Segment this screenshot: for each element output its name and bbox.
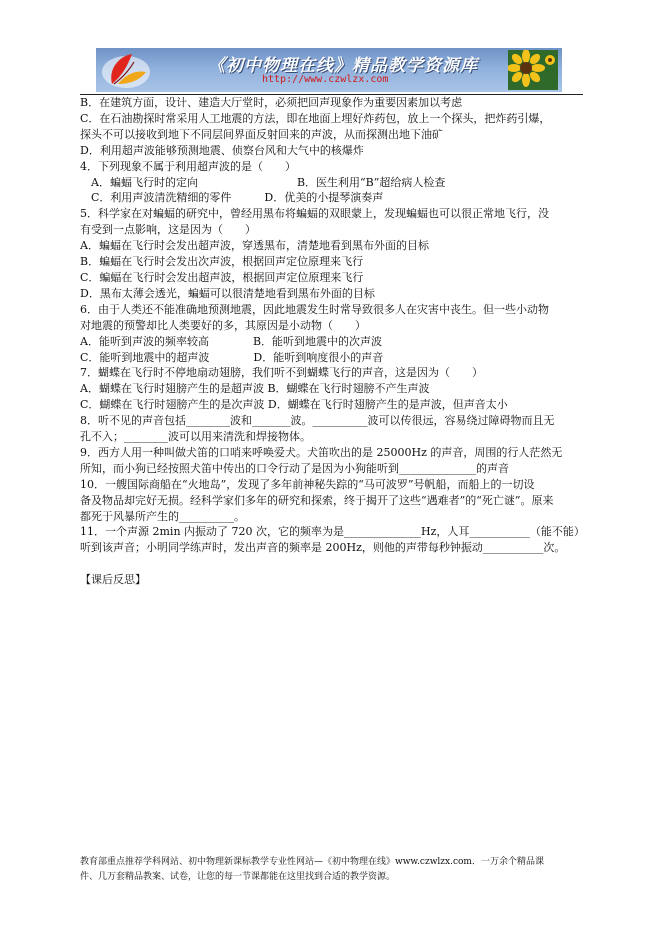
question-11: 11．一个声源 2min 内振动了 720 次，它的频率为是______________Hz，人耳___________（能不能） [80, 525, 585, 539]
worksheet-content [80, 95, 588, 588]
text-line: 探头不可以接收到地下不同层间界面反射回来的声波，从而探测出地下油矿 [80, 127, 443, 141]
text-line: 都死于风暴所产生的__________。 [80, 509, 245, 523]
question-4: 4．下列现象不属于利用超声波的是（ ） [80, 159, 296, 173]
text-line: 所知，而小狗已经按照犬笛中传出的口令行动了是因为小狗能听到______________的声音 [80, 461, 509, 475]
leaf-logo-icon [98, 50, 154, 90]
text-line: 备及物品却完好无损。经科学家们多年的研究和探索，终于揭开了这些“遇难者”的“死亡谜”。原来 [80, 493, 554, 507]
question-5: 5．科学家在对蝙蝠的研究中，曾经用黑布将蝙蝠的双眼蒙上，发现蝙蝠也可以很正常地飞行，没 [80, 207, 549, 221]
footer [80, 855, 590, 885]
footer-line: 教育部重点推荐学科网站、初中物理新课标教学专业性网站—《初中物理在线》www.czwlzx.com．一万余个精品课 [80, 857, 544, 867]
option-line: C．能听到地震中的超声波 D．能听到响度很小的声音 [80, 350, 384, 364]
text-line: D．利用超声波能够预测地震、侦察台风和大气中的核爆炸 [80, 143, 364, 157]
footer-line: 件、几万套精品教案、试卷，让您的每一节课都能在这里找到合适的教学资源。 [80, 872, 396, 882]
text-line: C．在石油勘探时常采用人工地震的方法，即在地面上埋好炸药包，放上一个探头，把炸药引爆， [80, 111, 551, 125]
spacer [80, 556, 588, 572]
text-line: B．在建筑方面，设计、建造大厅堂时，必须把回声现象作为重要因素加以考虑 [80, 96, 463, 109]
header-banner [96, 48, 562, 92]
text-line: 有受到一点影响，这是因为（ ） [80, 223, 256, 237]
option-line: A．蝴蝶在飞行时翅膀产生的是超声波 B．蝴蝶在飞行时翅膀不产生声波 [80, 382, 430, 396]
text-line: 听到该声音；小明同学练声时，发出声音的频率是 200Hz，则他的声带每秒钟振动___________次。 [80, 541, 566, 555]
option-line: C．蝴蝶在飞行时翅膀产生的是次声波 D．蝴蝶在飞行时翅膀产生的是声波，但声音太小 [80, 398, 508, 412]
reflection-heading: 【课后反思】 [80, 573, 146, 587]
sunflower-icon [508, 50, 558, 90]
text-line: 孔不入；________波可以用来清洗和焊接物体。 [80, 430, 311, 444]
text-line: 对地震的预警却比人类要好的多，其原因是小动物（ ） [80, 318, 366, 332]
banner-title: 《初中物理在线》精品教学资源库 [208, 56, 478, 76]
option-line: B．蝙蝠在飞行时会发出次声波，根据回声定位原理来飞行 [80, 255, 364, 269]
option-line: A．能听到声波的频率较高 B．能听到地震中的次声波 [80, 334, 383, 348]
question-6: 6．由于人类还不能准确地预测地震，因此地震发生时常导致很多人在灾害中丧生。但一些小动物 [80, 302, 549, 316]
option-line: C．利用声波清洗精细的零件 D．优美的小提琴演奏声 [80, 191, 384, 205]
question-8: 8．听不见的声音包括________波和_______波。__________波可以传很远，容易绕过障碍物而且无 [80, 414, 555, 428]
banner-url[interactable]: http://www.czwlzx.com [262, 74, 389, 85]
question-9: 9．西方人用一种叫做犬笛的口哨来呼唤爱犬。犬笛吹出的是 25000Hz 的声音，周围的行人茫然无 [80, 445, 563, 459]
question-10: 10．一艘国际商船在“火地岛”，发现了多年前神秘失踪的“马可波罗”号帆船，而船上的一切设 [80, 477, 535, 491]
option-line: C．蝙蝠在飞行时会发出超声波，根据回声定位原理来飞行 [80, 270, 364, 284]
option-line: A．蝙蝠在飞行时会发出超声波，穿透黑布，清楚地看到黑布外面的目标 [80, 239, 429, 253]
question-7: 7．蝴蝶在飞行时不停地扇动翅膀，我们听不到蝴蝶飞行的声音，这是因为（ ） [80, 366, 483, 380]
option-line: D．黑布太薄会透光，蝙蝠可以很清楚地看到黑布外面的目标 [80, 286, 375, 300]
option-line: A．蝙蝠飞行时的定向 B．医生利用“B”超给病人检查 [80, 175, 446, 189]
